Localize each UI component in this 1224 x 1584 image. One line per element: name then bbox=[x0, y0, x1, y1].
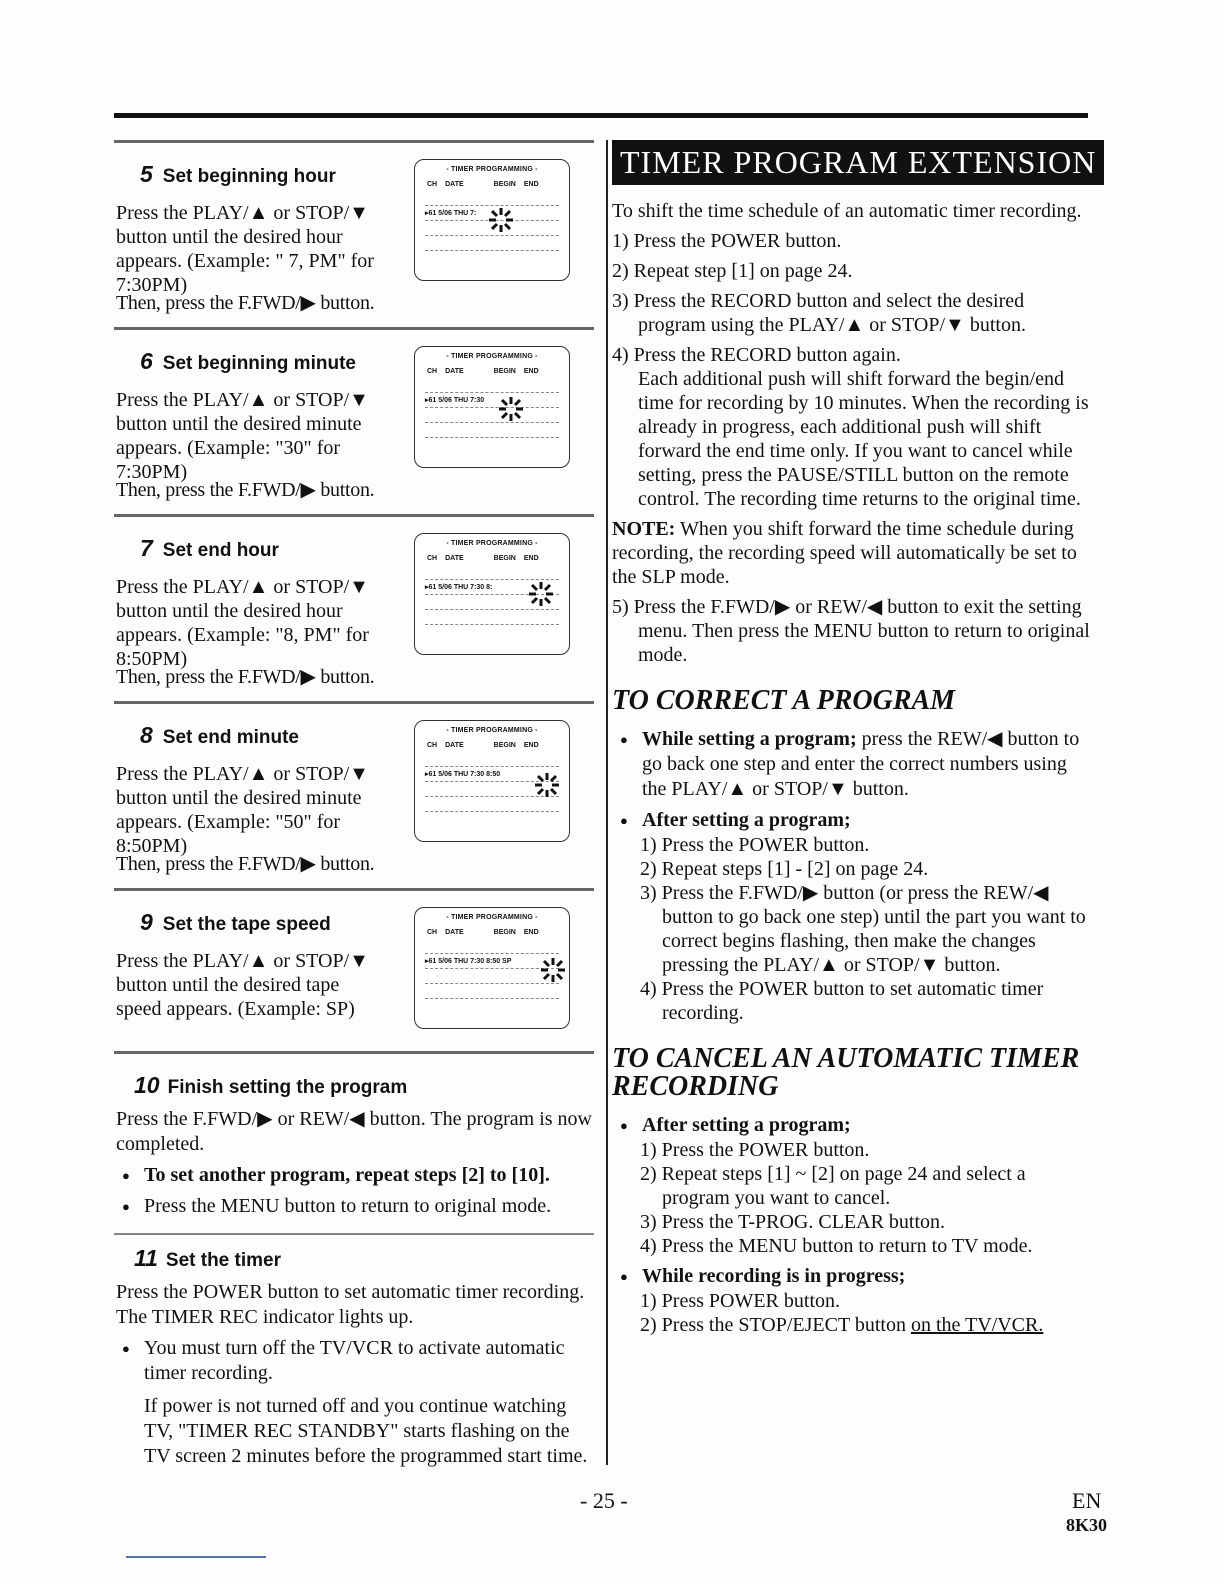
osd-col-ch: CH bbox=[427, 929, 438, 936]
osd-col-begin: BEGIN bbox=[493, 555, 516, 562]
step-text bbox=[116, 762, 404, 858]
osd-header bbox=[427, 555, 569, 562]
step-then: Then, press the F.FWD/▶ button. bbox=[116, 853, 375, 875]
bullet-item: ● After setting a program; bbox=[620, 808, 1094, 833]
note bbox=[612, 517, 1094, 589]
flashing-icon bbox=[527, 580, 555, 608]
timer-programming-screen bbox=[414, 159, 570, 281]
sub-item: 3) Press the F.FWD/▶ button (or press the REW/◀ button to go back one step) until the part you want to correct begins flashing, then make the changes pressing the PLAY/▲ or STOP/▼ button. bbox=[640, 882, 1086, 976]
step-title bbox=[140, 909, 331, 936]
step-text bbox=[116, 949, 404, 1021]
osd-row bbox=[425, 239, 559, 251]
timer-programming-screen bbox=[414, 346, 570, 468]
step-text: If power is not turned off and you continue watching TV, "TIMER REC STANDBY" starts flashing on the TV screen 2 minutes before the programmed start time. bbox=[144, 1395, 588, 1467]
bullet-text: press the REW/◀ button to go back one step and enter the correct numbers using the PLAY/▲ or STOP/▼ button. bbox=[642, 728, 1080, 800]
osd-row bbox=[425, 568, 559, 580]
osd-header bbox=[427, 929, 569, 936]
step-line: 8:50PM) bbox=[116, 648, 188, 670]
model-code: 8K30 bbox=[1066, 1515, 1108, 1535]
sub-item: 2) Repeat steps [1] - [2] on page 24. bbox=[640, 858, 929, 880]
step-detail: Each additional push will shift forward the begin/end time for recording by 10 minutes. When the recording is already in progress, each additional push will shift forward the end time only. If you want to cancel while setting, press the PAUSE/STILL button on the remote control. The recording time returns to the original time. bbox=[638, 368, 1089, 510]
step-line: appears. (Example: "8, PM" for bbox=[116, 624, 369, 646]
osd-row bbox=[425, 411, 559, 423]
section-banner: TIMER PROGRAM EXTENSION bbox=[612, 140, 1104, 185]
osd-row-value: ▸61 5/06 THU 7:30 8:50 bbox=[425, 771, 501, 778]
step-text bbox=[116, 388, 404, 484]
sub-item: 4) Press the POWER button to set automatic timer recording. bbox=[640, 978, 1044, 1024]
numbered-step: 4) Press the RECORD button again. bbox=[612, 344, 901, 366]
left-column bbox=[114, 140, 594, 1469]
step-heading: Set the tape speed bbox=[162, 914, 331, 935]
osd-row bbox=[425, 987, 559, 999]
osd-row bbox=[425, 800, 559, 812]
step-line: Press the PLAY/▲ or STOP/▼ bbox=[116, 202, 369, 224]
osd-col-ch: CH bbox=[427, 368, 438, 375]
osd-col-end: END bbox=[523, 742, 539, 749]
osd-row bbox=[425, 426, 559, 438]
numbered-step: 1) Press the POWER button. bbox=[612, 230, 842, 252]
osd-row bbox=[425, 194, 559, 206]
osd-rows bbox=[425, 381, 559, 438]
step-number: 8 bbox=[140, 722, 153, 748]
bullet-item: ● While recording is in progress; bbox=[620, 1264, 1094, 1289]
flashing-icon bbox=[539, 956, 567, 984]
flashing-icon bbox=[487, 206, 515, 234]
step-number: 10 bbox=[134, 1072, 160, 1098]
step-line: button until the desired hour bbox=[116, 226, 343, 248]
intro-text: To shift the time schedule of an automatic timer recording. bbox=[612, 200, 1082, 222]
step-number: 7 bbox=[140, 535, 153, 561]
step-title bbox=[134, 1072, 594, 1099]
section-heading: TO CANCEL AN AUTOMATIC TIMER RECORDING bbox=[612, 1043, 1080, 1102]
osd-row bbox=[425, 381, 559, 393]
osd-row-value: ▸61 5/06 THU 7:30 bbox=[425, 397, 485, 404]
bullet-item: ● You must turn off the TV/VCR to activate automatic timer recording. bbox=[122, 1336, 594, 1386]
osd-col-ch: CH bbox=[427, 742, 438, 749]
osd-col-end: END bbox=[523, 181, 539, 188]
osd-title: - TIMER PROGRAMMING - bbox=[446, 166, 538, 173]
numbered-step: 3) Press the RECORD button and select the desired program using the PLAY/▲ or STOP/▼ button. bbox=[612, 290, 1026, 336]
step-text bbox=[116, 201, 404, 297]
language-code: EN bbox=[1072, 1488, 1102, 1513]
step-then: Then, press the F.FWD/▶ button. bbox=[116, 292, 375, 314]
numbered-step: 2) Repeat step [1] on page 24. bbox=[612, 260, 853, 282]
osd-title: - TIMER PROGRAMMING - bbox=[446, 727, 538, 734]
step-heading: Set beginning minute bbox=[162, 353, 356, 374]
step-line: button until the desired tape bbox=[116, 974, 340, 996]
sub-item bbox=[640, 1313, 1094, 1337]
osd-col-date: DATE bbox=[445, 555, 464, 562]
step-title bbox=[134, 1245, 594, 1272]
osd-col-end: END bbox=[523, 368, 539, 375]
column-divider bbox=[606, 140, 608, 1465]
step-line: Press the PLAY/▲ or STOP/▼ bbox=[116, 389, 369, 411]
step-10 bbox=[114, 1054, 594, 1219]
right-column bbox=[612, 140, 1097, 1337]
osd-col-ch: CH bbox=[427, 555, 438, 562]
note-label: NOTE: bbox=[612, 518, 676, 540]
page-number: - 25 - bbox=[580, 1488, 628, 1513]
sub-item: 4) Press the MENU button to return to TV mode. bbox=[640, 1235, 1033, 1257]
osd-row-value: ▸61 5/06 THU 7:30 8:50 SP bbox=[425, 958, 512, 965]
step-number: 6 bbox=[140, 348, 153, 374]
osd-row bbox=[425, 755, 559, 767]
step-line: appears. (Example: "30" for bbox=[116, 437, 341, 459]
sub-list bbox=[640, 1138, 1094, 1258]
osd-header bbox=[427, 368, 569, 375]
step-line: Press the PLAY/▲ or STOP/▼ bbox=[116, 763, 369, 785]
section-heading: TO CORRECT A PROGRAM bbox=[612, 685, 956, 716]
timer-programming-screen bbox=[414, 533, 570, 655]
bullet-item bbox=[620, 727, 1094, 802]
sub-item: 1) Press the POWER button. bbox=[640, 834, 870, 856]
sub-item: 2) Repeat steps [1] ~ [2] on page 24 and select a program you want to cancel. bbox=[640, 1163, 1026, 1209]
osd-col-begin: BEGIN bbox=[493, 929, 516, 936]
step-number: 11 bbox=[134, 1245, 158, 1271]
osd-title: - TIMER PROGRAMMING - bbox=[446, 540, 538, 547]
sub-list bbox=[640, 833, 1094, 1025]
osd-col-date: DATE bbox=[445, 368, 464, 375]
note-text: When you shift forward the time schedule during recording, the recording speed will automatically be set to the SLP mode. bbox=[612, 518, 1077, 588]
step-line: button until the desired minute bbox=[116, 787, 362, 809]
numbered-step: 5) Press the F.FWD/▶ or REW/◀ button to exit the setting menu. Then press the MENU button to return to original mode. bbox=[612, 596, 1090, 666]
sub-item: 1) Press the POWER button. bbox=[640, 1139, 870, 1161]
osd-col-date: DATE bbox=[445, 929, 464, 936]
osd-row bbox=[425, 942, 559, 954]
bullet-item: ● After setting a program; bbox=[620, 1113, 1094, 1138]
step-7 bbox=[114, 517, 594, 701]
osd-col-end: END bbox=[523, 555, 539, 562]
step-text bbox=[116, 575, 404, 671]
step-heading: Set end hour bbox=[162, 540, 279, 561]
step-number: 9 bbox=[140, 909, 153, 935]
step-line: speed appears. (Example: SP) bbox=[116, 998, 355, 1020]
step-line: Press the PLAY/▲ or STOP/▼ bbox=[116, 950, 369, 972]
timer-programming-screen bbox=[414, 720, 570, 842]
timer-programming-screen bbox=[414, 907, 570, 1029]
step-title bbox=[140, 535, 279, 562]
step-line: button until the desired hour bbox=[116, 600, 343, 622]
osd-header bbox=[427, 181, 569, 188]
step-line: 8:50PM) bbox=[116, 835, 188, 857]
step-line: appears. (Example: "50" for bbox=[116, 811, 341, 833]
step-heading: Set the timer bbox=[165, 1250, 281, 1271]
osd-row-value: ▸61 5/06 THU 7:30 8: bbox=[425, 584, 493, 591]
step-number: 5 bbox=[140, 161, 153, 187]
step-line: appears. (Example: " 7, PM" for bbox=[116, 250, 374, 272]
step-line: 7:30PM) bbox=[116, 274, 188, 296]
osd-header bbox=[427, 742, 569, 749]
sub-item-text: 2) Press the STOP/EJECT button bbox=[640, 1314, 911, 1336]
step-line: Press the PLAY/▲ or STOP/▼ bbox=[116, 576, 369, 598]
osd-title: - TIMER PROGRAMMING - bbox=[446, 353, 538, 360]
step-text: Press the POWER button to set automatic timer recording. The TIMER REC indicator lights up. bbox=[116, 1281, 585, 1328]
osd-col-date: DATE bbox=[445, 181, 464, 188]
osd-col-begin: BEGIN bbox=[493, 368, 516, 375]
osd-col-begin: BEGIN bbox=[493, 742, 516, 749]
step-heading: Set beginning hour bbox=[162, 166, 336, 187]
step-title bbox=[140, 348, 356, 375]
step-title bbox=[140, 722, 299, 749]
step-line: 7:30PM) bbox=[116, 461, 188, 483]
osd-row-value: ▸61 5/06 THU 7: bbox=[425, 210, 477, 217]
step-6 bbox=[114, 330, 594, 514]
step-title bbox=[140, 161, 336, 188]
osd-row bbox=[425, 396, 559, 408]
step-then: Then, press the F.FWD/▶ button. bbox=[116, 479, 375, 501]
step-then: Then, press the F.FWD/▶ button. bbox=[116, 666, 375, 688]
step-line: button until the desired minute bbox=[116, 413, 362, 435]
osd-row bbox=[425, 613, 559, 625]
step-heading: Set end minute bbox=[162, 727, 299, 748]
bottom-line bbox=[126, 1556, 266, 1558]
sub-item: 1) Press POWER button. bbox=[640, 1290, 840, 1312]
osd-col-ch: CH bbox=[427, 181, 438, 188]
step-8 bbox=[114, 704, 594, 888]
flashing-icon bbox=[497, 395, 525, 423]
step-text: Press the F.FWD/▶ or REW/◀ button. The program is now completed. bbox=[116, 1108, 592, 1155]
step-5 bbox=[114, 143, 594, 327]
osd-title: - TIMER PROGRAMMING - bbox=[446, 914, 538, 921]
osd-col-end: END bbox=[523, 929, 539, 936]
step-11 bbox=[114, 1235, 594, 1469]
top-rule bbox=[114, 113, 1088, 118]
osd-col-date: DATE bbox=[445, 742, 464, 749]
bullet-item: ● To set another program, repeat steps [2] to [10]. bbox=[122, 1163, 594, 1188]
flashing-icon bbox=[533, 771, 561, 799]
sub-item: 3) Press the T-PROG. CLEAR button. bbox=[640, 1211, 946, 1233]
sub-item-underlined: on the TV/VCR. bbox=[910, 1314, 1044, 1336]
osd-col-begin: BEGIN bbox=[493, 181, 516, 188]
bullet-lead: While setting a program; bbox=[642, 728, 857, 750]
bullet-item: ● Press the MENU button to return to original mode. bbox=[122, 1194, 594, 1219]
step-9 bbox=[114, 891, 594, 1051]
sub-list bbox=[640, 1289, 1094, 1337]
step-heading: Finish setting the program bbox=[167, 1077, 408, 1098]
